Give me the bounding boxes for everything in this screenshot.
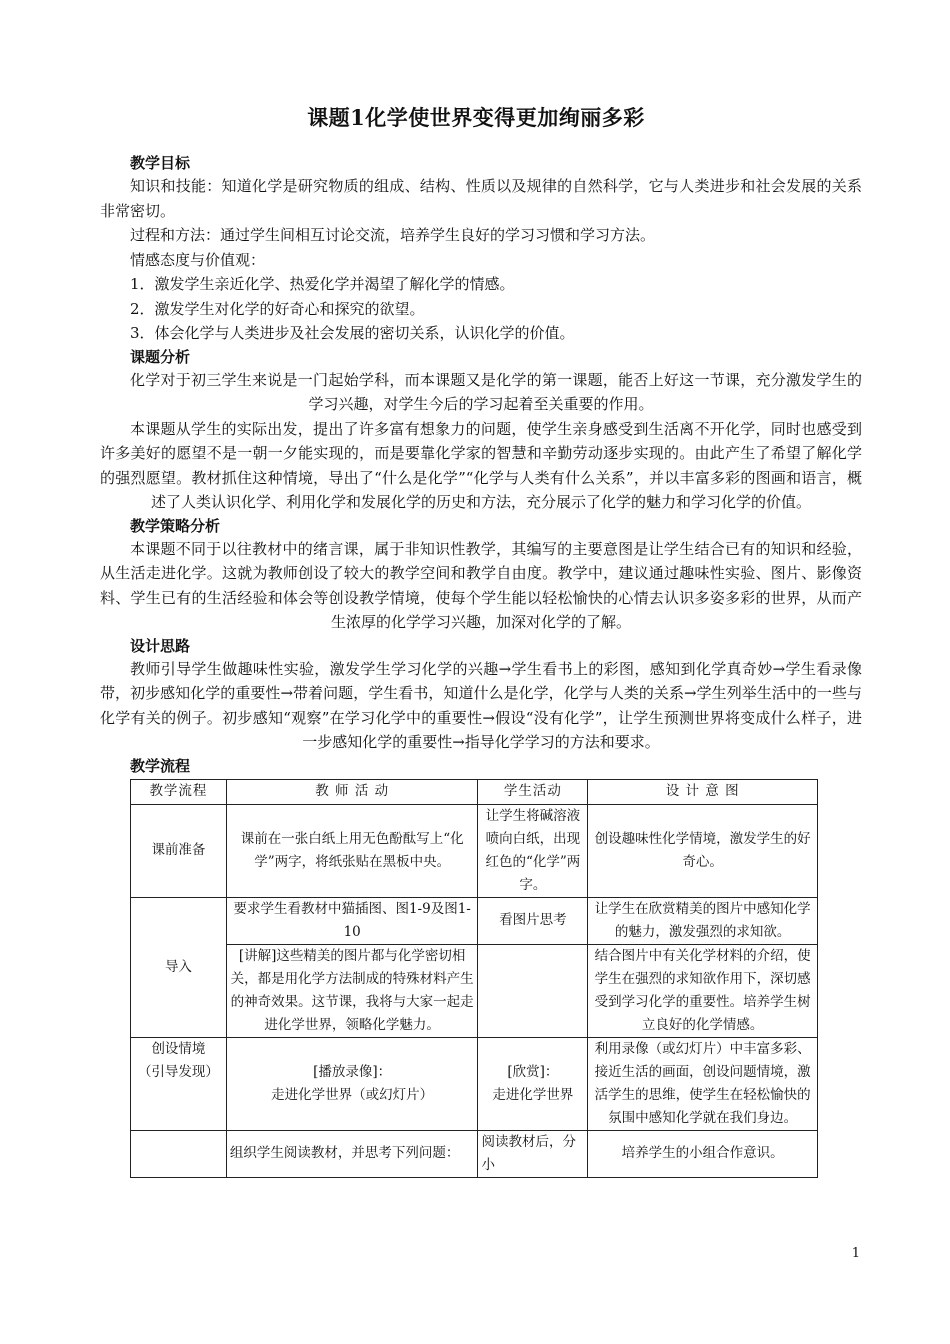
stage-line-2: （引导发现） [137,1063,219,1080]
stage-cell: 导入 [131,897,227,1037]
objectives-knowledge: 知识和技能：知道化学是研究物质的组成、结构、性质以及规律的自然科学，它与人类进步和社会发展的关系非常密切。 [100,177,862,220]
student-cell [478,1037,588,1130]
student-cell: 看图片思考 [478,897,588,944]
teacher-line-2: 走进化学世界（或幻灯片） [271,1086,434,1103]
header-intent: 设 计 意 图 [588,779,818,804]
stage-line-1: 创设情境 [151,1040,206,1057]
teacher-cell: 组织学生阅读教材，并思考下列问题： [226,1130,478,1177]
intent-cell: 创设趣味性化学情境，激发学生的好奇心。 [588,804,818,897]
page-number: 1 [851,1246,860,1261]
stage-cell [131,1037,227,1130]
student-cell: 让学生将碱溶液喷向白纸，出现红色的“化学”两字。 [478,804,588,897]
student-line-1: [欣赏]： [507,1063,559,1080]
analysis-paragraph-1: 化学对于初三学生来说是一门起始学科，而本课题又是化学的第一课题，能否上好这一节课，充分激发学生的学习兴趣，对学生今后的学习起着至关重要的作用。 [130,370,862,413]
strategy-paragraph: 本课题不同于以往教材中的绪言课，属于非知识性教学，其编写的主要意图是让学生结合已有的知识和经验，从生活走进化学。这就为教师创设了较大的教学空间和教学自由度。教学中，建议通过趣味性实验、图片、影像资料、学生已有的生活经验和体会等创设教学情境，使每个学生能以轻松愉快的心情去认识多姿多彩的世界，从而产生浓厚的化学学习兴趣，加深对化学的了解。 [100,539,862,631]
objectives-attitude: 情感态度与价值观： [130,250,266,269]
student-cell: 阅读教材后，分小 [478,1130,588,1177]
teacher-cell: [讲解]这些精美的图片都与化学密切相关，都是用化学方法制成的特殊材料产生的神奇效果。这节课，我将与大家一起走进化学世界，领略化学魅力。 [226,944,478,1037]
table-row [131,1037,818,1130]
flow-heading: 教学流程 [130,756,191,775]
document-page [90,104,862,1178]
analysis-heading: 课题分析 [130,347,191,366]
header-stage: 教学流程 [131,779,227,804]
table-row [131,944,818,1037]
intent-cell: 利用录像（或幻灯片）中丰富多彩、接近生活的画面，创设问题情境，激活学生的思维，使学生在轻松愉快的氛围中感知化学就在我们身边。 [588,1037,818,1130]
table-header-row [131,779,818,804]
objectives-heading: 教学目标 [130,154,191,172]
objectives-item-1: 1．激发学生亲近化学、热爱化学并渴望了解化学的情感。 [130,275,515,293]
teacher-line-1: [播放录像]： [313,1063,392,1080]
student-line-2: 走进化学世界 [492,1086,574,1103]
stage-cell [131,1130,227,1177]
design-paragraph: 教师引导学生做趣味性实验，激发学生学习化学的兴趣→学生看书上的彩图，感知到化学真奇妙→学生看录像带，初步感知化学的重要性→带着问题，学生看书，知道什么是化学，化学与人类的关系→学生列举生活中的一些与化学有关的例子。初步感知“观察”在学习化学中的重要性→假设“没有化学”，让学生预测世界将变成什么样子，进一步感知化学的重要性→指导化学学习的方法和要求。 [100,659,862,751]
page-title: 课题1化学使世界变得更加绚丽多彩 [307,105,645,130]
design-heading: 设计思路 [130,636,191,655]
table-row [131,1130,818,1177]
analysis-paragraph-2: 本课题从学生的实际出发，提出了许多富有想象力的问题，使学生亲身感受到生活离不开化学，同时也感受到许多美好的愿望不是一朝一夕能实现的，而是要靠化学家的智慧和辛勤劳动逐步实现的。由此产生了希望了解化学的强烈愿望。教材抓住这种情境，导出了“什么是化学”“化学与人类有什么关系”，并以丰富多彩的图画和语言，概述了人类认识化学、利用化学和发展化学的历史和方法，充分展示了化学的魅力和学习化学的价值。 [100,419,862,511]
intent-cell: 让学生在欣赏精美的图片中感知化学的魅力，激发强烈的求知欲。 [588,897,818,944]
objectives-item-3: 3．体会化学与人类进步及社会发展的密切关系，认识化学的价值。 [130,324,575,342]
teacher-cell: 课前在一张白纸上用无色酚酞写上“化学”两字，将纸张贴在黑板中央。 [226,804,478,897]
teacher-cell: 要求学生看教材中猫插图、图1-9及图1-10 [226,897,478,944]
teacher-cell [226,1037,478,1130]
table-row [131,804,818,897]
header-teacher: 教 师 活 动 [226,779,478,804]
intent-cell: 结合图片中有关化学材料的介绍，使学生在强烈的求知欲作用下，深切感受到学习化学的重要性。培养学生树立良好的化学情感。 [588,944,818,1037]
student-cell [478,944,588,1037]
teaching-flow-table [130,779,818,1178]
table-row [131,897,818,944]
strategy-heading: 教学策略分析 [130,516,221,535]
objectives-process: 过程和方法：通过学生间相互讨论交流，培养学生良好的学习习惯和学习方法。 [130,226,656,244]
objectives-item-2: 2．激发学生对化学的好奇心和探究的欲望。 [130,299,425,318]
header-student: 学生活动 [478,779,588,804]
intent-cell: 培养学生的小组合作意识。 [588,1130,818,1177]
stage-cell: 课前准备 [131,804,227,897]
